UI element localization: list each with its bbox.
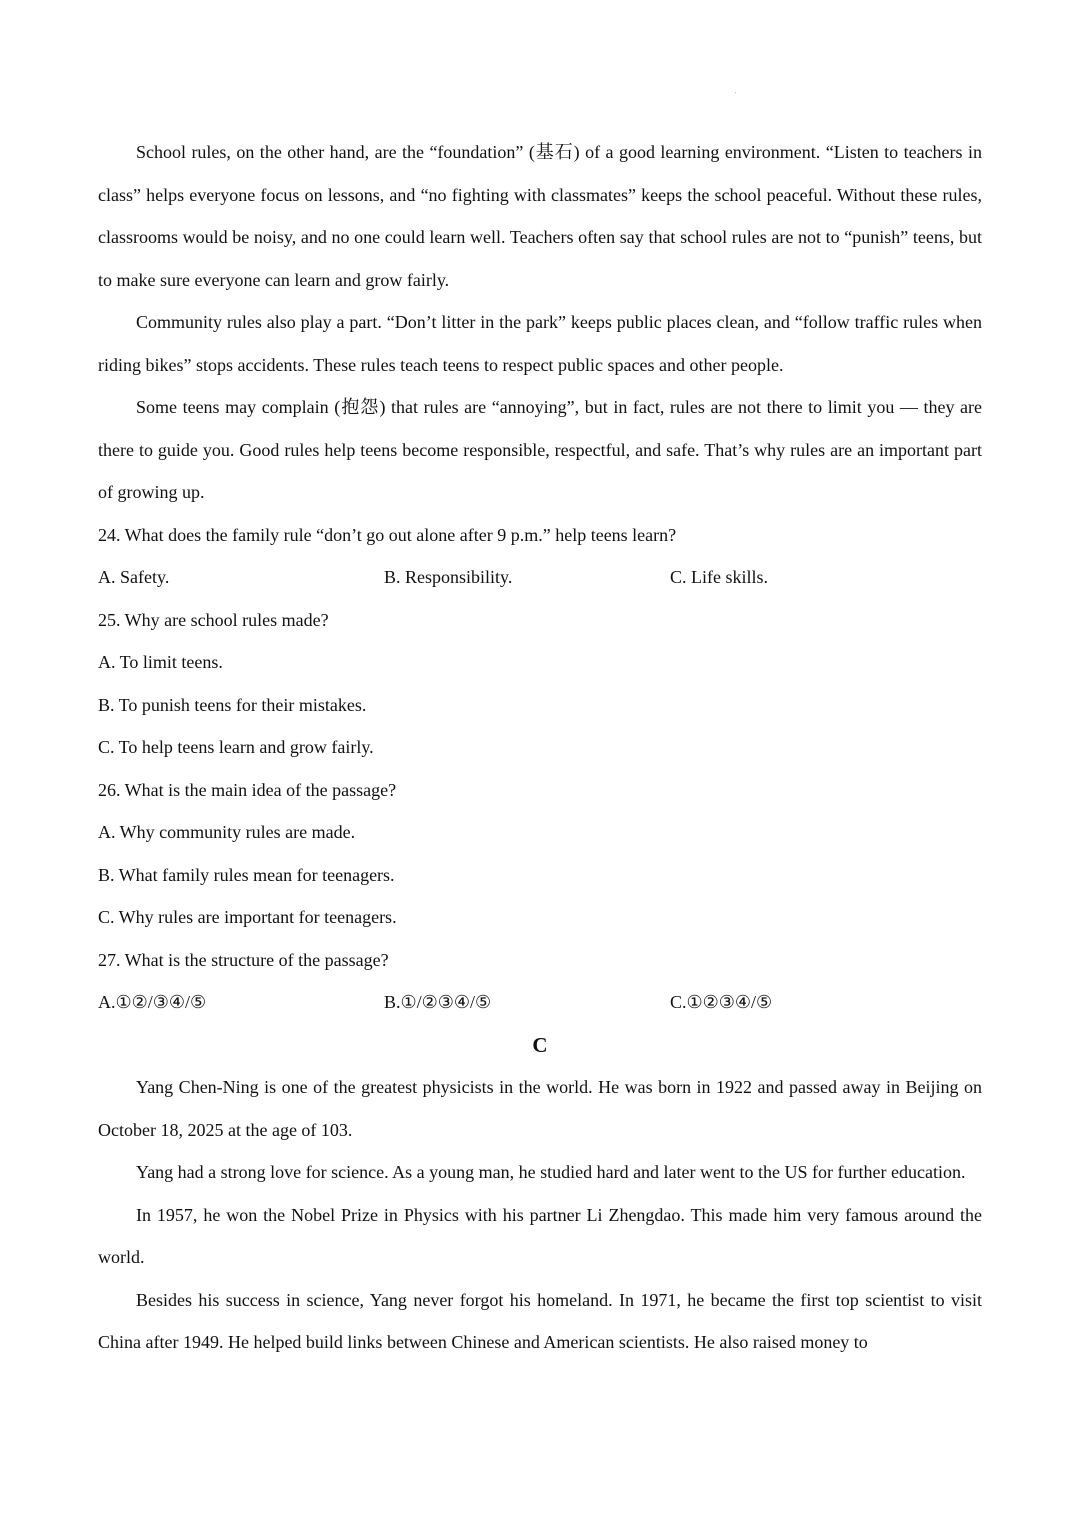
paragraph-yang-science: Yang had a strong love for science. As a young man, he studied hard and later went to the US for further education. — [136, 1162, 966, 1182]
option-24-a: A. Safety. — [98, 567, 170, 587]
paragraph-community-rules: Community rules also play a part. “Don’t litter in the park” keeps public places clean, and “follow traffic rules when riding bikes” stops accidents. These rules teach teens to respect public spaces and other people. — [98, 312, 982, 375]
option-24-b: B. Responsibility. — [384, 567, 513, 587]
question-24-options — [98, 556, 982, 599]
option-27-b: B.①/②③④/⑤ — [384, 992, 492, 1012]
section-c-heading: C — [532, 1032, 548, 1057]
paragraph-school-rules: School rules, on the other hand, are the “foundation” (基石) of a good learning environment. “Listen to teachers in class” helps everyone focus on lessons, and “no fighting with classmates” keeps the school peaceful. Without these rules, classrooms would be noisy, and no one could learn well. Teachers often say that school rules are not to “punish” teens, but to make sure everyone can learn and grow fairly. — [98, 142, 982, 290]
question-24: 24. What does the family rule “don’t go out alone after 9 p.m.” help teens learn? — [98, 524, 677, 545]
paragraph-yang-homeland: Besides his success in science, Yang never forgot his homeland. In 1971, he became the first top scientist to visit China after 1949. He helped build links between Chinese and American scientists. He also raised money to — [98, 1289, 982, 1352]
option-27-a: A.①②/③④/⑤ — [98, 992, 207, 1012]
option-27-c: C.①②③④/⑤ — [670, 992, 773, 1012]
paragraph-yang-nobel: In 1957, he won the Nobel Prize in Physics with his partner Li Zhengdao. This made him very famous around the world. — [98, 1204, 982, 1267]
option-26-a: A. Why community rules are made. — [98, 822, 356, 842]
paragraph-yang-intro: Yang Chen-Ning is one of the greatest physicists in the world. He was born in 1922 and passed away in Beijing on October 18, 2025 at the age of 103. — [98, 1077, 982, 1140]
option-26-c: C. Why rules are important for teenagers. — [98, 907, 397, 927]
question-27-options — [98, 981, 982, 1024]
option-25-a: A. To limit teens. — [98, 652, 223, 672]
option-24-c: C. Life skills. — [670, 567, 768, 587]
question-26: 26. What is the main idea of the passage? — [98, 779, 397, 800]
option-25-c: C. To help teens learn and grow fairly. — [98, 737, 374, 757]
option-26-b: B. What family rules mean for teenagers. — [98, 864, 395, 885]
option-25-b: B. To punish teens for their mistakes. — [98, 694, 367, 715]
paragraph-conclusion: Some teens may complain (抱怨) that rules are “annoying”, but in fact, rules are not there to limit you — they are there to guide you. Good rules help teens become responsible, respectful, and safe. That’s why rules are an important part of growing up. — [98, 397, 982, 502]
scan-dot — [735, 92, 736, 93]
question-27: 27. What is the structure of the passage? — [98, 949, 389, 970]
document-page — [98, 131, 982, 1364]
question-25: 25. Why are school rules made? — [98, 609, 329, 630]
